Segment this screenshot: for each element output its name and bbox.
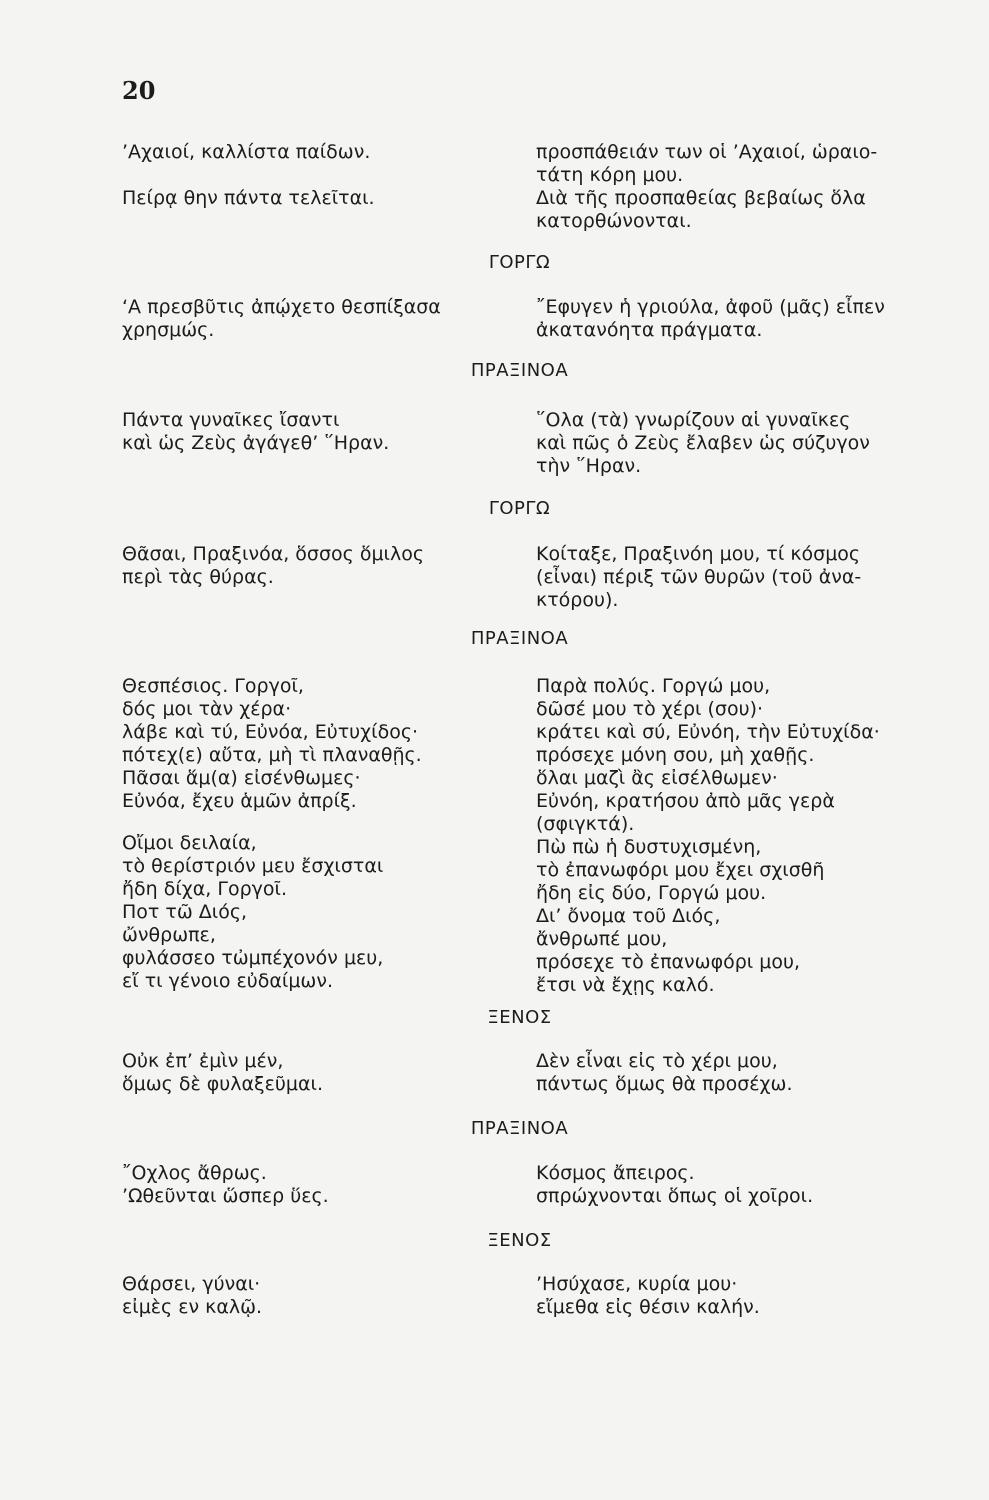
text-line: τὸ ἐπανωφόρι μου ἔχει σχισθῆ (536, 859, 825, 881)
text-line: φυλάσσεο τὠμπέχονόν μευ, (122, 947, 384, 969)
left-column-block (122, 409, 389, 455)
speaker-heading: ΞΕΝΟΣ (487, 1230, 552, 1251)
text-line: περὶ τὰς θύρας. (122, 566, 274, 588)
text-line: πότεχ(ε) αὔτα, μὴ τὶ πλαναθῇς. (122, 744, 422, 766)
text-line: ἤδη δίχα, Γοργοῖ. (122, 878, 287, 900)
text-line: σπρώχνονται ὅπως οἱ χοῖροι. (536, 1185, 814, 1207)
right-column-block (536, 141, 877, 233)
text-line: κράτει καὶ σύ, Εὐνόη, τὴν Εὐτυχίδα· (536, 721, 880, 743)
text-line: ὅλαι μαζὶ ἂς εἰσέλθωμεν· (536, 767, 778, 789)
text-line: Θάρσει, γύναι· (122, 1273, 261, 1295)
text-line: Θεσπέσιος. Γοργοῖ, (122, 675, 304, 697)
text-line: ’Ησύχασε, κυρία μου· (536, 1273, 738, 1295)
text-line: Εὐνόη, κρατήσου ἀπὸ μᾶς γερὰ (536, 790, 835, 812)
right-column-block (536, 1162, 813, 1208)
right-column-block (536, 675, 880, 997)
left-column-block (122, 141, 375, 210)
text-line: Κοίταξε, Πραξινόη μου, τί κόσμος (536, 543, 861, 565)
text-line: πάντως ὅμως θὰ προσέχω. (536, 1073, 793, 1095)
speaker-heading: ΓΟΡΓΩ (488, 498, 551, 519)
text-line: (εἶναι) πέριξ τῶν θυρῶν (τοῦ ἀνα- (536, 566, 862, 588)
left-column-block (122, 296, 441, 342)
page-number: 20 (122, 76, 156, 105)
text-line: ’Αχαιοί, καλλίστα παίδων. (122, 141, 371, 163)
text-line: καὶ πῶς ὁ Ζεὺς ἔλαβεν ὡς σύζυγον (536, 432, 870, 454)
text-line: πρόσεχε μόνη σου, μὴ χαθῇς. (536, 744, 815, 766)
text-line: τὸ θερίστριόν μευ ἔσχισται (122, 855, 384, 877)
left-column-block (122, 1162, 329, 1208)
left-column-block (122, 543, 424, 589)
text-line: ἀκατανόητα πράγματα. (536, 319, 763, 341)
text-line: (σφιγκτά). (536, 813, 635, 835)
text-line: πρόσεχε τὸ ἐπανωφόρι μου, (536, 951, 801, 973)
text-line: ’Ωθεῦνται ὥσπερ ὕες. (122, 1185, 329, 1207)
text-line: ‘Α πρεσβῦτις ἀπῴχετο θεσπίξασα (122, 296, 441, 318)
text-line: εἴ τι γένοιο εὐδαίμων. (122, 970, 333, 992)
text-line: ῎Εφυγεν ἡ γριούλα, ἀφοῦ (μᾶς) εἶπεν (536, 296, 885, 318)
text-line: εἴμεθα εἰς θέσιν καλήν. (536, 1296, 760, 1318)
text-line: Πᾶσαι ἅμ(α) εἰσένθωμες· (122, 767, 361, 789)
text-line: ἤδη εἰς δύο, Γοργώ μου. (536, 882, 767, 904)
text-line: προσπάθειάν των οἱ ’Αχαιοί, ὡραιο- (536, 141, 878, 163)
speaker-heading: ΠΡΑΞΙΝΟΑ (470, 1118, 569, 1139)
text-line: Παρὰ πολύς. Γοργώ μου, (536, 675, 771, 697)
right-column-block (536, 1050, 792, 1096)
text-line: λάβε καὶ τύ, Εὐνόα, Εὐτυχίδος· (122, 721, 419, 743)
text-line: κατορθώνονται. (536, 210, 692, 232)
text-line: εἰμὲς εν καλῷ. (122, 1296, 263, 1318)
text-line: τὴν ῞Ηραν. (536, 455, 642, 477)
text-line: ἔτσι νὰ ἔχῃς καλό. (536, 974, 715, 996)
text-line: Πείρᾳ θην πάντα τελεῖται. (122, 187, 375, 209)
text-line: Οὐκ ἐπ’ ἐμὶν μέν, (122, 1050, 284, 1072)
text-line: χρησμώς. (122, 319, 215, 341)
text-line: ἄνθρωπέ μου, (536, 928, 668, 950)
speaker-heading: ΓΟΡΓΩ (488, 252, 551, 273)
text-line: ὤνθρωπε, (122, 924, 216, 946)
text-line: Κόσμος ἄπειρος. (536, 1162, 695, 1184)
speaker-heading: ΞΕΝΟΣ (487, 1007, 552, 1028)
right-column-block (536, 409, 870, 478)
text-line: Δὲν εἶναι εἰς τὸ χέρι μου, (536, 1050, 778, 1072)
speaker-heading: ΠΡΑΞΙΝΟΑ (470, 628, 569, 649)
left-column-block (122, 675, 422, 993)
left-column-block (122, 1050, 323, 1096)
text-line: Πὼ πὼ ἡ δυστυχισμένη, (536, 836, 762, 858)
text-line: ὅμως δὲ φυλαξεῦμαι. (122, 1073, 323, 1095)
text-line: καὶ ὡς Ζεὺς ἀγάγεθ’ ῞Ηραν. (122, 432, 390, 454)
blank-line (122, 164, 375, 187)
text-line: Εὐνόα, ἔχευ ἁμῶν ἀπρίξ. (122, 790, 357, 812)
blank-line (122, 813, 422, 832)
text-line: ῞Ολα (τὰ) γνωρίζουν αἱ γυναῖκες (536, 409, 851, 431)
text-line: δῶσέ μου τὸ χέρι (σου)· (536, 698, 764, 720)
text-line: κτόρου). (536, 589, 619, 611)
text-line: Θᾶσαι, Πραξινόα, ὅσσος ὅμιλος (122, 543, 424, 565)
text-line: τάτη κόρη μου. (536, 164, 684, 186)
text-line: Δι’ ὄνομα τοῦ Διός, (536, 905, 721, 927)
text-line: δός μοι τὰν χέρα· (122, 698, 292, 720)
left-column-block (122, 1273, 262, 1319)
right-column-block (536, 1273, 760, 1319)
text-line: ῎Οχλος ἄθρως. (122, 1162, 267, 1184)
text-line: Πάντα γυναῖκες ἴσαντι (122, 409, 340, 431)
speaker-heading: ΠΡΑΞΙΝΟΑ (470, 360, 569, 381)
right-column-block (536, 296, 885, 342)
text-line: Διὰ τῆς προσπαθείας βεβαίως ὅλα (536, 187, 866, 209)
right-column-block (536, 543, 861, 612)
text-line: Οἴμοι δειλαία, (122, 832, 257, 854)
text-line: Ποτ τῶ Διός, (122, 901, 248, 923)
